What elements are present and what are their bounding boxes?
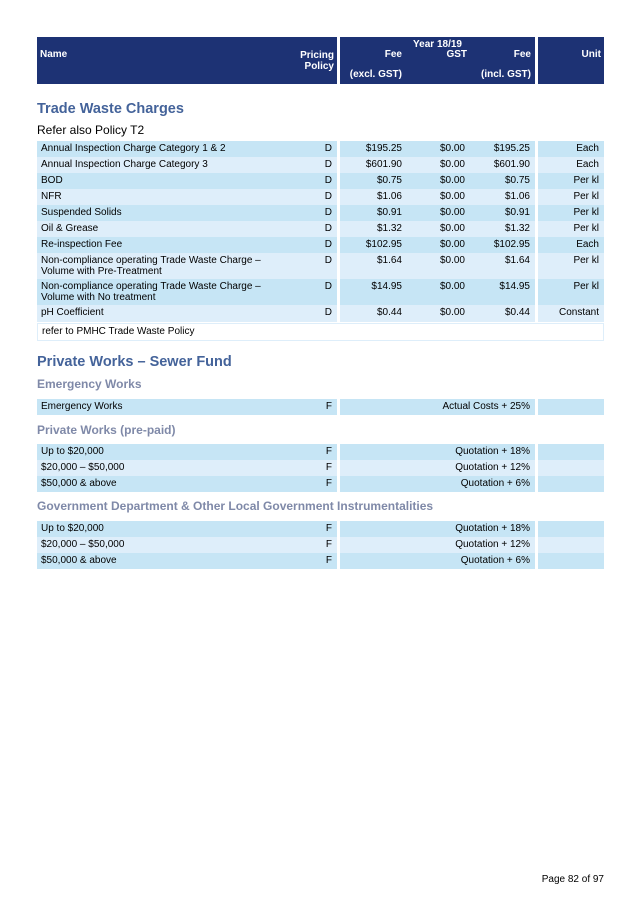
emergency-works-table [37, 399, 604, 415]
header-fee-incl: Fee [513, 49, 531, 60]
row-value: Quotation + 6% [460, 555, 530, 566]
table-row [37, 460, 604, 476]
trade-waste-table [37, 141, 604, 322]
table-row [37, 205, 604, 221]
row-gst: $0.00 [439, 239, 465, 250]
prepaid-works-table [37, 444, 604, 492]
row-gst: $0.00 [439, 175, 465, 186]
row-name: Suspended Solids [41, 207, 122, 218]
government-works-title: Government Department & Other Local Government Instrumentalities [37, 499, 434, 513]
page-number: Page 82 of 97 [541, 874, 604, 885]
row-policy: D [324, 191, 332, 202]
row-policy: D [324, 175, 332, 186]
row-name: Up to $20,000 [41, 446, 104, 457]
row-unit: Each [576, 143, 599, 154]
row-fee-excl: $195.25 [365, 143, 402, 154]
row-policy: F [325, 523, 332, 534]
row-fee-incl: $1.06 [504, 191, 530, 202]
header-year: Year 18/19 [413, 39, 462, 50]
row-name: $20,000 – $50,000 [41, 462, 125, 473]
row-unit-cell [538, 553, 604, 569]
row-fee-excl: $102.95 [365, 239, 402, 250]
row-name: Oil & Grease [41, 223, 99, 234]
trade-waste-title: Trade Waste Charges [37, 101, 184, 117]
fees-page [37, 37, 604, 569]
row-policy: D [324, 307, 332, 318]
header-fee-excl-sub: (excl. GST) [349, 69, 402, 80]
row-unit: Per kl [573, 191, 599, 202]
row-unit-cell [538, 444, 604, 460]
row-policy: D [324, 239, 332, 250]
row-unit-cell [538, 460, 604, 476]
row-unit-cell [538, 521, 604, 537]
row-unit-cell [538, 476, 604, 492]
row-policy: F [325, 478, 332, 489]
row-fee-incl: $14.95 [499, 281, 530, 292]
row-fee-excl: $1.32 [376, 223, 402, 234]
prepaid-works-title: Private Works (pre-paid) [37, 423, 176, 437]
row-fee-incl: $102.95 [493, 239, 530, 250]
row-unit: Per kl [573, 207, 599, 218]
row-policy: F [325, 555, 332, 566]
row-fee-incl: $1.64 [504, 255, 530, 266]
header-unit-block [538, 37, 604, 84]
row-name: NFR [41, 191, 62, 202]
row-value: Quotation + 6% [460, 478, 530, 489]
row-unit: Each [576, 159, 599, 170]
row-policy: D [324, 143, 332, 154]
row-policy: D [324, 159, 332, 170]
table-row [37, 537, 604, 553]
row-gst: $0.00 [439, 255, 465, 266]
row-fee-excl: $0.91 [376, 207, 402, 218]
row-value: Actual Costs + 25% [442, 401, 530, 412]
trade-waste-note-row [37, 323, 604, 341]
row-unit-cell [538, 399, 604, 415]
row-fee-incl: $0.75 [504, 175, 530, 186]
row-unit: Each [576, 239, 599, 250]
table-row [37, 157, 604, 173]
row-policy: D [324, 281, 332, 292]
header-pricing-policy: Pricing Policy [300, 50, 334, 72]
trade-waste-note: refer to PMHC Trade Waste Policy [42, 326, 195, 337]
row-policy: F [325, 462, 332, 473]
table-row [37, 253, 604, 279]
row-value: Quotation + 12% [455, 539, 530, 550]
row-policy: D [324, 255, 332, 266]
row-value: Quotation + 12% [455, 462, 530, 473]
row-value: Quotation + 18% [455, 523, 530, 534]
row-policy: F [325, 539, 332, 550]
row-value: Quotation + 18% [455, 446, 530, 457]
row-gst: $0.00 [439, 281, 465, 292]
row-fee-excl: $0.44 [376, 307, 402, 318]
row-fee-incl: $0.44 [504, 307, 530, 318]
row-unit: Per kl [573, 255, 599, 266]
table-row [37, 237, 604, 253]
row-policy: F [325, 446, 332, 457]
row-policy: D [324, 223, 332, 234]
table-row [37, 476, 604, 492]
table-row [37, 221, 604, 237]
row-gst: $0.00 [439, 191, 465, 202]
row-fee-incl: $195.25 [493, 143, 530, 154]
row-name: Up to $20,000 [41, 523, 104, 534]
row-unit: Per kl [573, 223, 599, 234]
table-header [37, 37, 604, 84]
row-fee-excl: $1.06 [376, 191, 402, 202]
row-gst: $0.00 [439, 223, 465, 234]
row-fee-excl: $14.95 [371, 281, 402, 292]
row-unit: Per kl [573, 175, 599, 186]
row-unit-cell [538, 537, 604, 553]
row-policy: D [324, 207, 332, 218]
row-gst: $0.00 [439, 207, 465, 218]
row-name: Re-inspection Fee [41, 239, 123, 250]
row-fee-excl: $0.75 [376, 175, 402, 186]
row-name: $50,000 & above [41, 478, 117, 489]
row-name: Non-compliance operating Trade Waste Charge – Volume with No treatment [41, 281, 261, 303]
row-fee-incl: $1.32 [504, 223, 530, 234]
row-name: $50,000 & above [41, 555, 117, 566]
row-fee-incl: $0.91 [504, 207, 530, 218]
row-gst: $0.00 [439, 307, 465, 318]
government-works-table [37, 521, 604, 569]
table-row [37, 173, 604, 189]
table-row [37, 553, 604, 569]
row-name: Emergency Works [41, 401, 123, 412]
trade-waste-refer: Refer also Policy T2 [37, 123, 145, 137]
table-row [37, 521, 604, 537]
table-row [37, 399, 604, 415]
row-gst: $0.00 [439, 159, 465, 170]
row-name: Annual Inspection Charge Category 3 [41, 159, 208, 170]
row-gst: $0.00 [439, 143, 465, 154]
table-row [37, 141, 604, 157]
row-fee-incl: $601.90 [493, 159, 530, 170]
table-row [37, 189, 604, 205]
row-fee-excl: $1.64 [376, 255, 402, 266]
emergency-works-title: Emergency Works [37, 377, 142, 391]
row-name: BOD [41, 175, 63, 186]
table-row [37, 305, 604, 322]
row-fee-excl: $601.90 [365, 159, 402, 170]
header-name: Name [40, 49, 68, 60]
table-row [37, 279, 604, 305]
row-name: Annual Inspection Charge Category 1 & 2 [41, 143, 226, 154]
row-name: pH Coefficient [41, 307, 104, 318]
row-policy: F [325, 401, 332, 412]
header-unit: Unit [581, 49, 601, 60]
private-works-title: Private Works – Sewer Fund [37, 354, 232, 370]
header-gst: GST [446, 49, 467, 60]
row-unit: Constant [558, 307, 599, 318]
table-row [37, 444, 604, 460]
header-fee-incl-sub: (incl. GST) [481, 69, 531, 80]
header-fee-excl: Fee [384, 49, 402, 60]
row-name: Non-compliance operating Trade Waste Charge – Volume with Pre-Treatment [41, 255, 261, 277]
row-name: $20,000 – $50,000 [41, 539, 125, 550]
row-unit: Per kl [573, 281, 599, 292]
